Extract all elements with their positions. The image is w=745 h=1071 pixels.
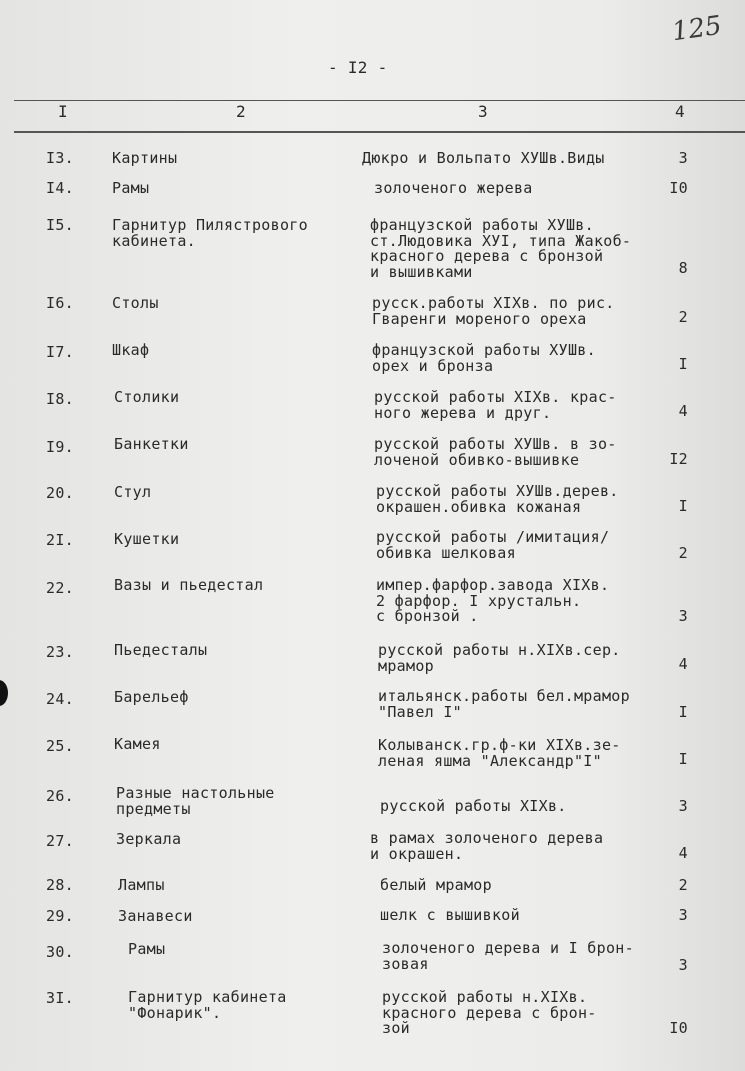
row-number: 23. [46,643,74,661]
item-name: Гарнитур Пилястрового [112,216,308,234]
row-number: I3. [46,149,74,167]
item-name: Рамы [112,179,150,197]
item-description: золоченого жерева [374,179,533,197]
handwritten-page-number: 125 [670,10,724,48]
item-name: Банкетки [114,435,189,453]
item-quantity: 8 [678,259,688,277]
item-description: "Павел I" [378,702,462,721]
row-number: I6. [46,294,74,312]
row-number: 29. [46,907,74,925]
item-quantity: 4 [678,402,688,420]
item-quantity: 4 [678,655,688,673]
item-description: орех и бронза [372,356,494,375]
item-description: белый мрамор [380,876,492,894]
page-number: - I2 - [328,58,388,77]
column-header-2: 2 [236,102,246,121]
item-description: русской работы /имитация/ [376,528,610,546]
item-description: шелк с вышивкой [380,906,520,924]
item-description: леная яшма "Александр"I" [378,751,602,770]
header-bottom-rule [14,131,745,133]
row-number: I5. [46,216,74,234]
row-number: 3I. [46,989,74,1007]
item-description: лоченой обивко-вышивке [374,450,580,469]
item-description: 2 фарфор. I хрустальн. [376,591,582,610]
item-quantity: I [678,703,688,721]
item-name: Зеркала [116,830,182,848]
item-description: зой [382,1019,410,1037]
item-name: Барельеф [114,688,189,706]
item-description: ст.Людовика XУI, типа Жакоб- [370,231,632,250]
item-description: русск.работы XIXв. по рис. [372,294,615,312]
item-description: русской работы XIXв. крас- [374,388,617,406]
item-description: французской работы XУШв. [372,341,596,359]
item-name: предметы [116,799,191,818]
item-description: ного жерева и друг. [374,403,552,422]
item-name: Рамы [128,940,166,958]
row-number: 27. [46,832,74,850]
item-description: с бронзой . [376,607,479,625]
row-number: 2I. [46,531,74,549]
row-number: 28. [46,876,74,894]
row-number: 24. [46,690,74,708]
row-number: I9. [46,438,74,456]
row-number: 26. [46,787,74,805]
item-name: Гарнитур кабинета [128,988,287,1006]
item-description: Гваренги мореного ореха [372,309,587,328]
item-name: Занавеси [118,907,193,925]
item-name: Столики [114,388,180,406]
row-number: I8. [46,390,74,408]
item-description: окрашен.обивка кожаная [376,497,582,516]
row-number: 25. [46,737,74,755]
item-description: обивка шелковая [376,543,516,562]
item-description: русской работы XIXв. [380,797,567,815]
item-quantity: 4 [678,844,688,862]
item-description: Колыванск.гр.ф-ки XIXв.зе- [378,736,621,754]
item-quantity: 3 [678,906,688,924]
item-description: итальянск.работы бел.мрамор [378,687,630,705]
item-description: Дюкро и Вольпато XУШв.Виды [362,149,605,167]
item-description: красного дерева с брон- [382,1003,597,1022]
item-name: Стул [114,483,152,501]
item-quantity: I0 [669,179,688,197]
header-top-rule [14,100,745,101]
item-name: Вазы и пьедестал [114,576,264,594]
item-quantity: I0 [669,1019,688,1037]
item-name: Шкаф [112,341,150,359]
item-quantity: 2 [678,544,688,562]
item-description: русской работы XУШв.дерев. [376,482,619,500]
item-description: русской работы н.XIXв. [382,988,588,1006]
item-description: и вышивками [370,262,473,281]
row-number: 20. [46,484,74,502]
item-name: кабинета. [112,231,196,250]
item-name: Камея [114,735,161,753]
item-description: русской работы н.XIXв.сер. [378,641,621,659]
item-quantity: 3 [678,607,688,625]
item-quantity: I [678,497,688,515]
item-quantity: 3 [678,149,688,167]
item-name: Столы [112,294,159,312]
row-number: 30. [46,943,74,961]
item-quantity: 3 [678,956,688,974]
item-description: золоченого дерева и I брон- [382,939,634,957]
item-description: французской работы XУШв. [370,216,594,234]
column-header-4: 4 [675,102,685,121]
row-number: 22. [46,579,74,597]
item-name: "Фонарик". [128,1003,222,1022]
item-description: русской работы XУШв. в зо- [374,435,617,453]
item-quantity: 3 [678,797,688,815]
item-name: Пьедесталы [114,641,208,659]
item-name: Картины [112,149,178,167]
row-number: I4. [46,179,74,197]
item-name: Разные настольные [116,784,275,802]
item-quantity: I2 [669,450,688,468]
column-header-1: I [58,102,68,121]
column-header-3: 3 [478,102,488,121]
item-description: зовая [382,954,429,973]
item-quantity: 2 [678,876,688,894]
item-description: и окрашен. [370,844,464,863]
item-description: импер.фарфор.завода XIXв. [376,576,610,594]
item-quantity: I [678,355,688,373]
item-name: Кушетки [114,530,180,548]
item-description: в рамах золоченого дерева [370,829,604,847]
row-number: I7. [46,343,74,361]
item-name: Лампы [118,876,165,894]
item-description: красного дерева с бронзой [370,247,604,265]
item-quantity: I [678,750,688,768]
item-description: мрамор [378,656,434,675]
item-quantity: 2 [678,308,688,326]
